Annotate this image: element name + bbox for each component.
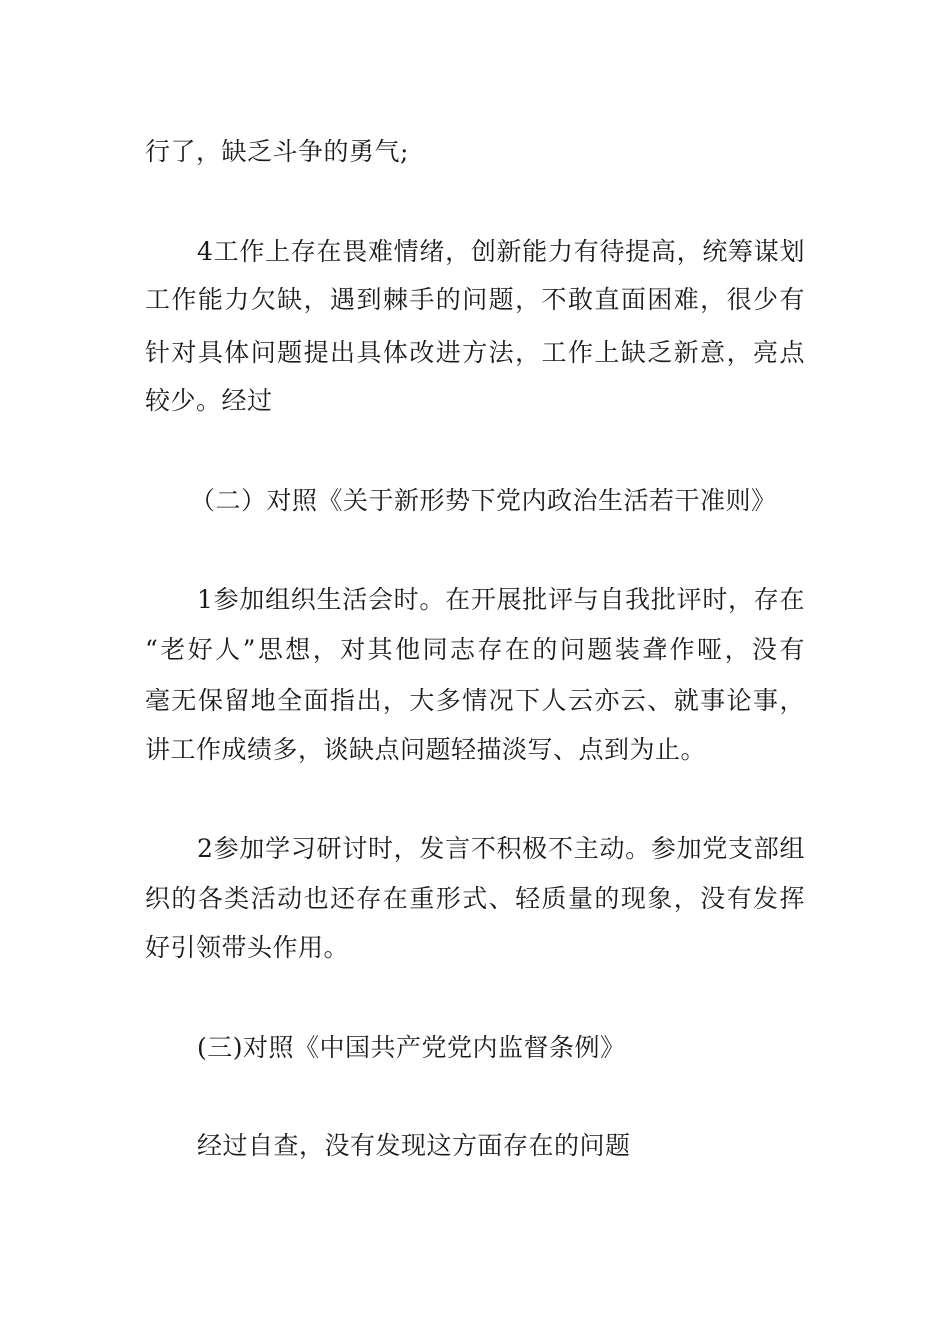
heading-line: (三)对照《中国共产党党内监督条例》 [197, 1033, 626, 1062]
text-line: 2参加学习研讨时，发言不积极不主动。参加党支部组 [197, 834, 805, 863]
text-line: 1参加组织生活会时。在开展批评与自我批评时，存在 [197, 585, 805, 614]
text-line: 较少。经过 [145, 386, 273, 415]
heading-line: （二）对照《关于新形势下党内政治生活若干准则》 [190, 486, 777, 515]
text-line: 毫无保留地全面指出，大多情况下人云亦云、就事论事， [145, 686, 805, 715]
text-line: “老好人”思想，对其他同志存在的问题装聋作哑，没有 [145, 635, 805, 664]
text-line: 针对具体问题提出具体改进方法，工作上缺乏新意，亮点 [145, 338, 805, 367]
text-line: 经过自查，没有发现这方面存在的问题 [197, 1131, 631, 1160]
text-line: 4工作上存在畏难情绪，创新能力有待提高，统筹谋划 [197, 237, 805, 266]
text-line: 讲工作成绩多，谈缺点问题轻描淡写、点到为止。 [145, 735, 707, 764]
text-line: 好引领带头作用。 [145, 933, 350, 962]
text-line: 行了，缺乏斗争的勇气; [145, 137, 409, 166]
text-line: 工作能力欠缺，遇到棘手的问题，不敢直面困难，很少有 [145, 285, 805, 314]
text-line: 织的各类活动也还存在重形式、轻质量的现象，没有发挥 [145, 884, 805, 913]
